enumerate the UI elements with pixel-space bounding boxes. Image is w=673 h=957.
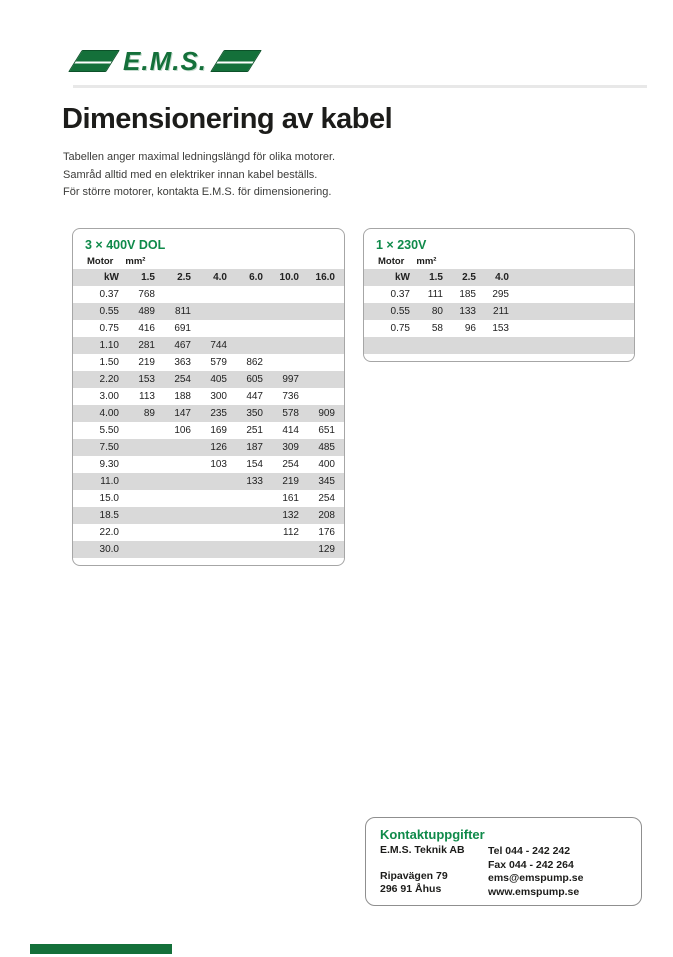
value-cell: 161	[282, 493, 299, 504]
kw-cell: 3.00	[99, 391, 119, 402]
table-row	[73, 405, 344, 422]
table-sub-labels	[364, 256, 634, 269]
column-header-cell: 16.0	[315, 272, 335, 283]
value-cell: 651	[318, 425, 335, 436]
value-cell: 254	[318, 493, 335, 504]
value-cell: 132	[282, 510, 299, 521]
table-row	[73, 286, 344, 303]
value-cell: 112	[283, 527, 299, 538]
kw-cell: 22.0	[99, 527, 119, 538]
footer-brand-bar	[30, 944, 172, 954]
unit-label: mm²	[416, 256, 437, 267]
value-cell: 489	[138, 306, 155, 317]
value-cell: 997	[282, 374, 299, 385]
value-cell: 744	[210, 340, 227, 351]
value-cell: 605	[246, 374, 263, 385]
value-cell: 691	[174, 323, 191, 334]
value-cell: 254	[174, 374, 191, 385]
value-cell: 219	[138, 357, 155, 368]
value-cell: 578	[282, 408, 299, 419]
table-row	[364, 320, 634, 337]
table-body	[73, 269, 344, 558]
value-cell: 736	[282, 391, 299, 402]
table-row	[73, 320, 344, 337]
value-cell: 485	[318, 442, 335, 453]
logo-tile-left-icon	[68, 50, 120, 72]
intro-line: För större motorer, kontakta E.M.S. för dimensionering.	[63, 186, 332, 198]
table-body	[364, 269, 634, 354]
address-line: Ripavägen 79	[380, 870, 448, 882]
value-cell: 129	[318, 544, 335, 555]
value-cell: 862	[246, 357, 263, 368]
table-row	[73, 388, 344, 405]
kw-cell: 11.0	[100, 476, 119, 487]
kw-cell: 0.37	[99, 289, 119, 300]
intro-line: Tabellen anger maximal ledningslängd för olika motorer.	[63, 151, 336, 163]
value-cell: 416	[138, 323, 155, 334]
value-cell: 345	[318, 476, 335, 487]
contact-address-block	[380, 844, 488, 899]
table-row	[73, 337, 344, 354]
email-line: ems@emspump.se	[488, 872, 584, 884]
value-cell: 176	[318, 527, 335, 538]
kw-cell: 4.00	[99, 408, 119, 419]
value-cell: 188	[174, 391, 191, 402]
logo-tile-right-icon	[210, 50, 262, 72]
phone-line: Tel 044 - 242 242	[488, 845, 571, 857]
table-row	[73, 541, 344, 558]
value-cell: 414	[282, 425, 299, 436]
value-cell: 126	[210, 442, 227, 453]
table-row	[364, 286, 634, 303]
value-cell: 467	[174, 340, 191, 351]
table-row	[73, 456, 344, 473]
kw-cell: 18.5	[99, 510, 119, 521]
table-row	[73, 507, 344, 524]
value-cell: 80	[431, 306, 443, 317]
value-cell: 154	[246, 459, 263, 470]
table-row	[73, 473, 344, 490]
company-name: E.M.S. Teknik AB	[380, 844, 465, 856]
website-line: www.emspump.se	[488, 885, 580, 898]
kw-cell: 0.75	[99, 323, 119, 334]
value-cell: 251	[246, 425, 263, 436]
value-cell: 295	[492, 289, 509, 300]
value-cell: 113	[139, 391, 155, 402]
value-cell: 208	[318, 510, 335, 521]
kw-cell: 1.50	[99, 357, 119, 368]
logo-text: E.M.S.	[123, 46, 208, 76]
value-cell: 579	[210, 357, 227, 368]
intro-line: Samråd alltid med en elektriker innan kabel beställs.	[63, 168, 318, 181]
intro-paragraph	[63, 149, 335, 202]
value-cell: 185	[459, 289, 476, 300]
column-header-cell: 2.5	[462, 272, 476, 283]
value-cell: 447	[246, 391, 263, 402]
contact-heading: Kontaktuppgifter	[380, 827, 485, 842]
table-row	[73, 524, 344, 541]
kw-cell: 9.30	[99, 459, 119, 470]
motor-label: Motor	[378, 256, 405, 267]
ems-logo	[75, 46, 255, 76]
contact-details-block	[488, 844, 583, 899]
value-cell: 768	[138, 289, 155, 300]
column-header-cell: 4.0	[213, 272, 227, 283]
value-cell: 309	[282, 442, 299, 453]
kw-cell: 2.20	[99, 374, 119, 385]
kw-header-cell: kW	[395, 272, 410, 283]
value-cell: 363	[174, 357, 191, 368]
value-cell: 103	[210, 459, 227, 470]
value-cell: 96	[464, 323, 476, 334]
motor-label: Motor	[87, 256, 114, 267]
table-row	[73, 490, 344, 507]
table-card-400v-dol	[72, 228, 345, 566]
column-header-cell: 10.0	[279, 272, 299, 283]
kw-cell: 0.37	[390, 289, 410, 300]
value-cell: 147	[174, 408, 191, 419]
column-header-cell: 6.0	[249, 272, 263, 283]
table-title: 1 × 230V	[376, 238, 427, 252]
table-title: 3 × 400V DOL	[85, 238, 166, 252]
table-header-row	[73, 269, 344, 286]
column-header-cell: 4.0	[495, 272, 509, 283]
kw-cell: 30.0	[99, 544, 119, 555]
kw-cell: 0.75	[390, 323, 410, 334]
value-cell: 811	[175, 306, 191, 317]
value-cell: 211	[493, 306, 509, 317]
table-row	[73, 371, 344, 388]
table-row	[73, 422, 344, 439]
table-row	[73, 303, 344, 320]
empty-row	[364, 337, 634, 354]
unit-label: mm²	[125, 256, 146, 267]
value-cell: 89	[143, 408, 155, 419]
value-cell: 300	[210, 391, 227, 402]
page-title: Dimensionering av kabel	[62, 103, 393, 135]
table-card-230v	[363, 228, 635, 362]
kw-cell: 5.50	[99, 425, 119, 436]
table-row	[73, 354, 344, 371]
kw-cell: 1.10	[99, 340, 119, 351]
table-header-row	[364, 269, 634, 286]
value-cell: 133	[459, 306, 476, 317]
value-cell: 400	[318, 459, 335, 470]
value-cell: 169	[210, 425, 227, 436]
value-cell: 111	[427, 289, 443, 300]
table-sub-labels	[73, 256, 344, 269]
value-cell: 153	[138, 374, 155, 385]
kw-header-cell: kW	[104, 272, 119, 283]
value-cell: 405	[210, 374, 227, 385]
column-header-cell: 1.5	[429, 272, 443, 283]
kw-cell: 0.55	[99, 306, 119, 317]
value-cell: 281	[138, 340, 155, 351]
address-line: 296 91 Åhus	[380, 883, 442, 895]
value-cell: 58	[431, 323, 443, 334]
kw-cell: 7.50	[99, 442, 119, 453]
value-cell: 187	[246, 442, 263, 453]
kw-cell: 0.55	[390, 306, 410, 317]
spacer	[380, 857, 488, 870]
value-cell: 219	[282, 476, 299, 487]
column-header-cell: 1.5	[141, 272, 155, 283]
value-cell: 106	[174, 425, 191, 436]
value-cell: 350	[246, 408, 263, 419]
contact-card	[365, 817, 642, 906]
value-cell: 235	[210, 408, 227, 419]
value-cell: 153	[492, 323, 509, 334]
kw-cell: 15.0	[99, 493, 119, 504]
header-divider	[73, 85, 647, 88]
table-row	[73, 439, 344, 456]
value-cell: 133	[246, 476, 263, 487]
fax-line: Fax 044 - 242 264	[488, 858, 574, 871]
value-cell: 254	[282, 459, 299, 470]
table-row	[364, 303, 634, 320]
value-cell: 909	[318, 408, 335, 419]
column-header-cell: 2.5	[177, 272, 191, 283]
